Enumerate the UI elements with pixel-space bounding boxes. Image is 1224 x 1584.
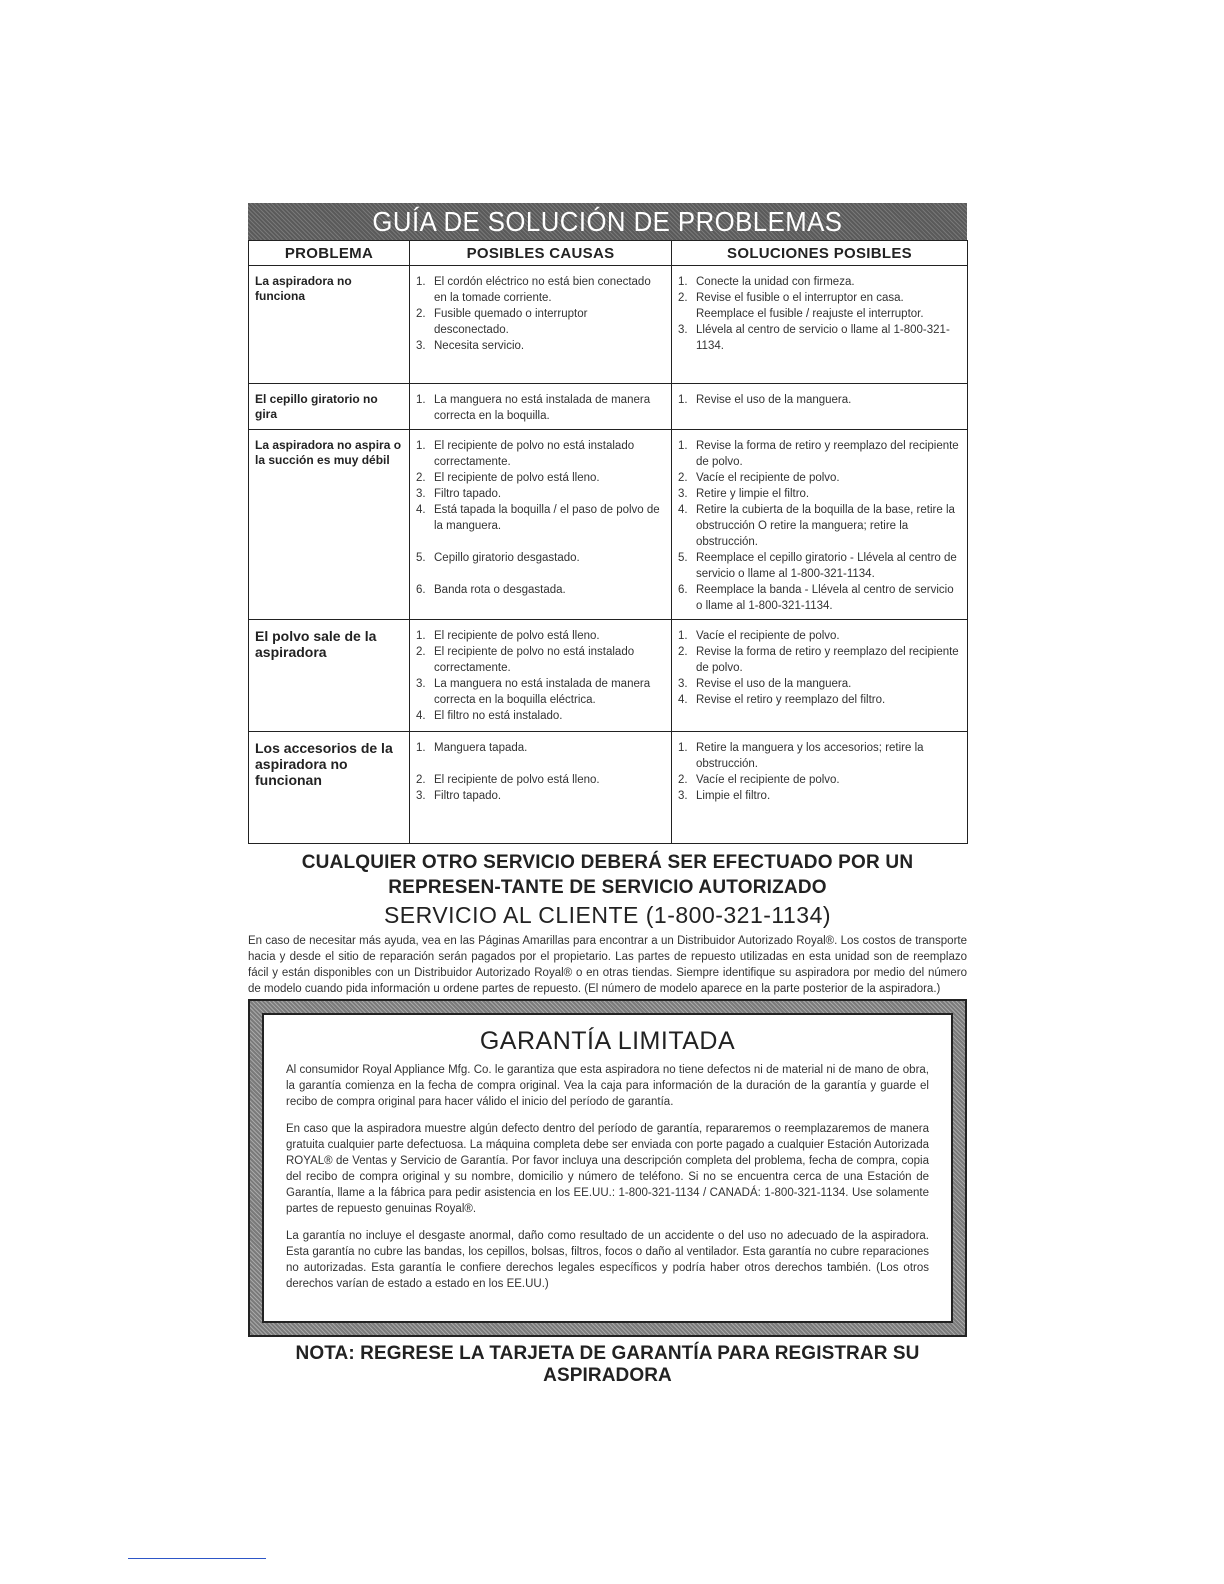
item-number: 4. [416,504,426,516]
causes-cell [410,620,672,732]
troubleshooting-banner [248,203,967,240]
list-item [416,628,665,644]
item-text: Vacíe el recipiente de polvo. [696,472,840,484]
item-text: Revise la forma de retiro y reemplazo del recipiente de polvo. [696,646,959,674]
item-text: Filtro tapado. [434,790,502,802]
problem-cell [249,732,410,844]
list-item [678,582,961,614]
item-text: Retire la cubierta de la boquilla de la base, retire la obstrucción O retire la manguera; retire la obstrucción. [696,504,955,548]
header-causes: POSIBLES CAUSAS [410,241,672,266]
problem-label: El cepillo giratorio no gira [255,392,378,421]
problem-label: El polvo sale de la aspiradora [255,628,377,660]
item-number: 3. [678,678,688,690]
causes-list [416,274,665,354]
solutions-list [678,438,961,614]
item-number: 2. [416,646,426,658]
solutions-cell [672,266,968,384]
list-item [678,322,961,354]
other-service-notice: CUALQUIER OTRO SERVICIO DEBERÁ SER EFECTUADO POR UN REPRESEN-TANTE DE SERVICIO AUTORIZADO [301,852,914,898]
footer-rule [128,1558,266,1559]
item-number: 3. [416,678,426,690]
table-row [249,266,968,384]
item-number: 6. [416,584,426,596]
item-text: Filtro tapado. [434,488,502,500]
problem-label: La aspiradora no aspira o la succión es muy débil [255,438,402,467]
item-text: Retire la manguera y los accesorios; retire la obstrucción. [696,742,924,770]
causes-cell [410,430,672,620]
item-number: 4. [416,710,426,722]
list-item [416,644,665,676]
list-item [416,274,665,306]
list-item [416,502,665,534]
item-text: Vacíe el recipiente de polvo. [696,630,840,642]
item-number: 3. [416,488,426,500]
item-text: El filtro no está instalado. [434,710,563,722]
list-item [416,676,665,708]
causes-list [416,740,665,804]
item-text: Cepillo giratorio desgastado. [434,552,580,564]
item-number: 1. [678,394,688,406]
causes-cell [410,266,672,384]
problem-cell [249,266,410,384]
warranty-paragraph: En caso que la aspiradora muestre algún defecto dentro del período de garantía, repararemos o reemplazaremos de manera gratuita cualquier parte defectuosa. La máquina completa debe ser enviada con porte pagado a cualquier Estación Autorizada ROYAL® de Ventas y Servicio de Garantía. Por favor incluya una descripción completa del problema, fecha de compra, copia del recibo de compra original y su nombre, domicilio y número de teléfono. Si no se encuentra cerca de una Estación de Garantía, llame a la fábrica para pedir asistencia en los EE.UU.: 1-800-321-1134 / CANADÁ: 1-800-321-1134. Use solamente partes de repuesto genuinas Royal®. [286,1123,929,1215]
item-number: 1. [416,440,426,452]
solutions-list [678,628,961,708]
item-text: Revise el retiro y reemplazo del filtro. [696,694,886,706]
item-text: El recipiente de polvo está lleno. [434,630,600,642]
list-item [678,628,961,644]
list-item [678,644,961,676]
item-number: 2. [416,472,426,484]
list-item [416,708,665,724]
item-number: 3. [416,340,426,352]
warranty-paragraph: Al consumidor Royal Appliance Mfg. Co. le garantiza que esta aspiradora no tiene defectos ni de material ni de mano de obra, la garantía comienza en la fecha de compra original. Vea la caja para información de la duración de la garantía y guarde el recibo de compra original para hacer válido el inicio del período de garantía. [286,1064,929,1108]
item-number: 1. [416,630,426,642]
list-item [678,788,961,804]
item-number: 2. [678,646,688,658]
item-number: 1. [678,742,688,754]
item-number: 4. [678,504,688,516]
causes-list [416,392,665,424]
item-number: 2. [416,774,426,786]
list-item [678,470,961,486]
item-number: 1. [678,440,688,452]
troubleshooting-table [248,240,968,844]
warranty-box [262,1013,953,1323]
item-text: El recipiente de polvo está lleno. [434,472,600,484]
header-solutions: SOLUCIONES POSIBLES [672,241,968,266]
item-number: 1. [678,276,688,288]
causes-list [416,438,665,598]
list-item [678,486,961,502]
list-item [678,392,961,408]
causes-list [416,628,665,724]
item-number: 5. [678,552,688,564]
item-number: 1. [416,742,426,754]
list-item [416,338,665,354]
customer-service-title: SERVICIO AL CLIENTE (1-800-321-1134) [383,902,832,928]
solutions-list [678,740,961,804]
item-number: 5. [416,552,426,564]
item-text: La manguera no está instalada de manera correcta en la boquilla. [434,394,651,422]
warranty-paragraph: La garantía no incluye el desgaste anormal, daño como resultado de un accidente o del uso no adecuado de la aspiradora. Esta garantía no cubre las bandas, los cepillos, bolsas, filtros, focos o daño al ventilador. Esta garantía no cubre reparaciones no autorizadas. Esta garantía le confiere derechos legales específicos y podría haber otros derechos también. (Los otros derechos varían de estado a estado en los EE.UU.) [286,1230,929,1290]
item-text: El recipiente de polvo está lleno. [434,774,600,786]
warranty-frame [248,999,967,1337]
item-number: 2. [678,774,688,786]
item-number: 1. [678,630,688,642]
item-text: El recipiente de polvo no está instalado correctamente. [434,440,635,468]
list-item [416,740,665,756]
list-item [416,486,665,502]
item-text: Vacíe el recipiente de polvo. [696,774,840,786]
item-text: El cordón eléctrico no está bien conectado en la tomade corriente. [434,276,651,304]
table-row [249,430,968,620]
item-text: Revise la forma de retiro y reemplazo del recipiente de polvo. [696,440,959,468]
solutions-cell [672,732,968,844]
solutions-cell [672,620,968,732]
item-text: Revise el uso de la manguera. [696,678,852,690]
solutions-cell [672,430,968,620]
item-number: 3. [678,488,688,500]
item-text: Revise el fusible o el interruptor en casa. Reemplace el fusible / reajuste el interruptor. [696,292,924,320]
list-item [678,676,961,692]
item-text: El recipiente de polvo no está instalado correctamente. [434,646,635,674]
table-row [249,732,968,844]
causes-cell [410,732,672,844]
item-text: Revise el uso de la manguera. [696,394,852,406]
list-item [678,550,961,582]
item-number: 1. [416,394,426,406]
item-text: Fusible quemado o interruptor desconectado. [434,308,588,336]
warranty-card-note: NOTA: REGRESE LA TARJETA DE GARANTÍA PARA REGISTRAR SU ASPIRADORA [295,1343,920,1386]
problem-cell [249,430,410,620]
table-row [249,384,968,430]
list-item [678,438,961,470]
problem-cell [249,384,410,430]
causes-cell [410,384,672,430]
list-item [678,692,961,708]
item-text: Manguera tapada. [434,742,528,754]
solutions-list [678,274,961,354]
item-number: 4. [678,694,688,706]
warranty-title: GARANTÍA LIMITADA [479,1027,736,1055]
document-page [248,203,967,1387]
header-problem: PROBLEMA [249,241,410,266]
list-item [678,290,961,322]
problem-cell [249,620,410,732]
list-item [416,582,665,598]
item-text: Banda rota o desgastada. [434,584,566,596]
problem-label: Los accesorios de la aspiradora no funcionan [255,740,393,788]
problem-label: La aspiradora no funciona [255,274,352,303]
item-number: 6. [678,584,688,596]
item-text: La manguera no está instalada de manera correcta en la boquilla eléctrica. [434,678,651,706]
customer-service-text: En caso de necesitar más ayuda, vea en las Páginas Amarillas para encontrar a un Distribuidor Autorizado Royal®. Los costos de transporte hacia y desde el sitio de reparación serán pagados por el propietario. Las partes de repuesto utilizadas en esta unidad son de reemplazo fácil y están disponibles con un Distribuidor Autorizado Royal® o en otras tiendas. Siempre identifique su aspiradora por medio del número de modelo cuando pida información u ordene partes de repuesto. (El número de modelo aparece en la parte posterior de la aspiradora.) [248,935,967,995]
list-item [416,550,665,566]
item-number: 3. [416,790,426,802]
item-number: 2. [416,308,426,320]
item-number: 3. [678,790,688,802]
item-text: Necesita servicio. [434,340,525,352]
item-text: Conecte la unidad con firmeza. [696,276,855,288]
list-item [416,470,665,486]
item-text: Reemplace el cepillo giratorio - Llévela al centro de servicio o llame al 1-800-321-1134. [696,552,957,580]
list-item [416,306,665,338]
item-number: 1. [416,276,426,288]
list-item [416,772,665,788]
list-item [416,788,665,804]
item-text: Llévela al centro de servicio o llame al 1-800-321-1134. [696,324,950,352]
item-number: 2. [678,472,688,484]
table-header-row [249,241,968,266]
list-item [416,438,665,470]
item-text: Retire y limpie el filtro. [696,488,810,500]
item-text: Reemplace la banda - Llévela al centro de servicio o llame al 1-800-321-1134. [696,584,954,612]
item-number: 3. [678,324,688,336]
troubleshooting-title: GUÍA DE SOLUCIÓN DE PROBLEMAS [372,205,843,237]
list-item [678,772,961,788]
item-text: Limpie el filtro. [696,790,771,802]
item-text: Está tapada la boquilla / el paso de polvo de la manguera. [434,504,660,532]
item-number: 2. [678,292,688,304]
list-item [678,274,961,290]
solutions-list [678,392,961,408]
list-item [416,392,665,424]
list-item [678,740,961,772]
list-item [678,502,961,550]
table-row [249,620,968,732]
solutions-cell [672,384,968,430]
